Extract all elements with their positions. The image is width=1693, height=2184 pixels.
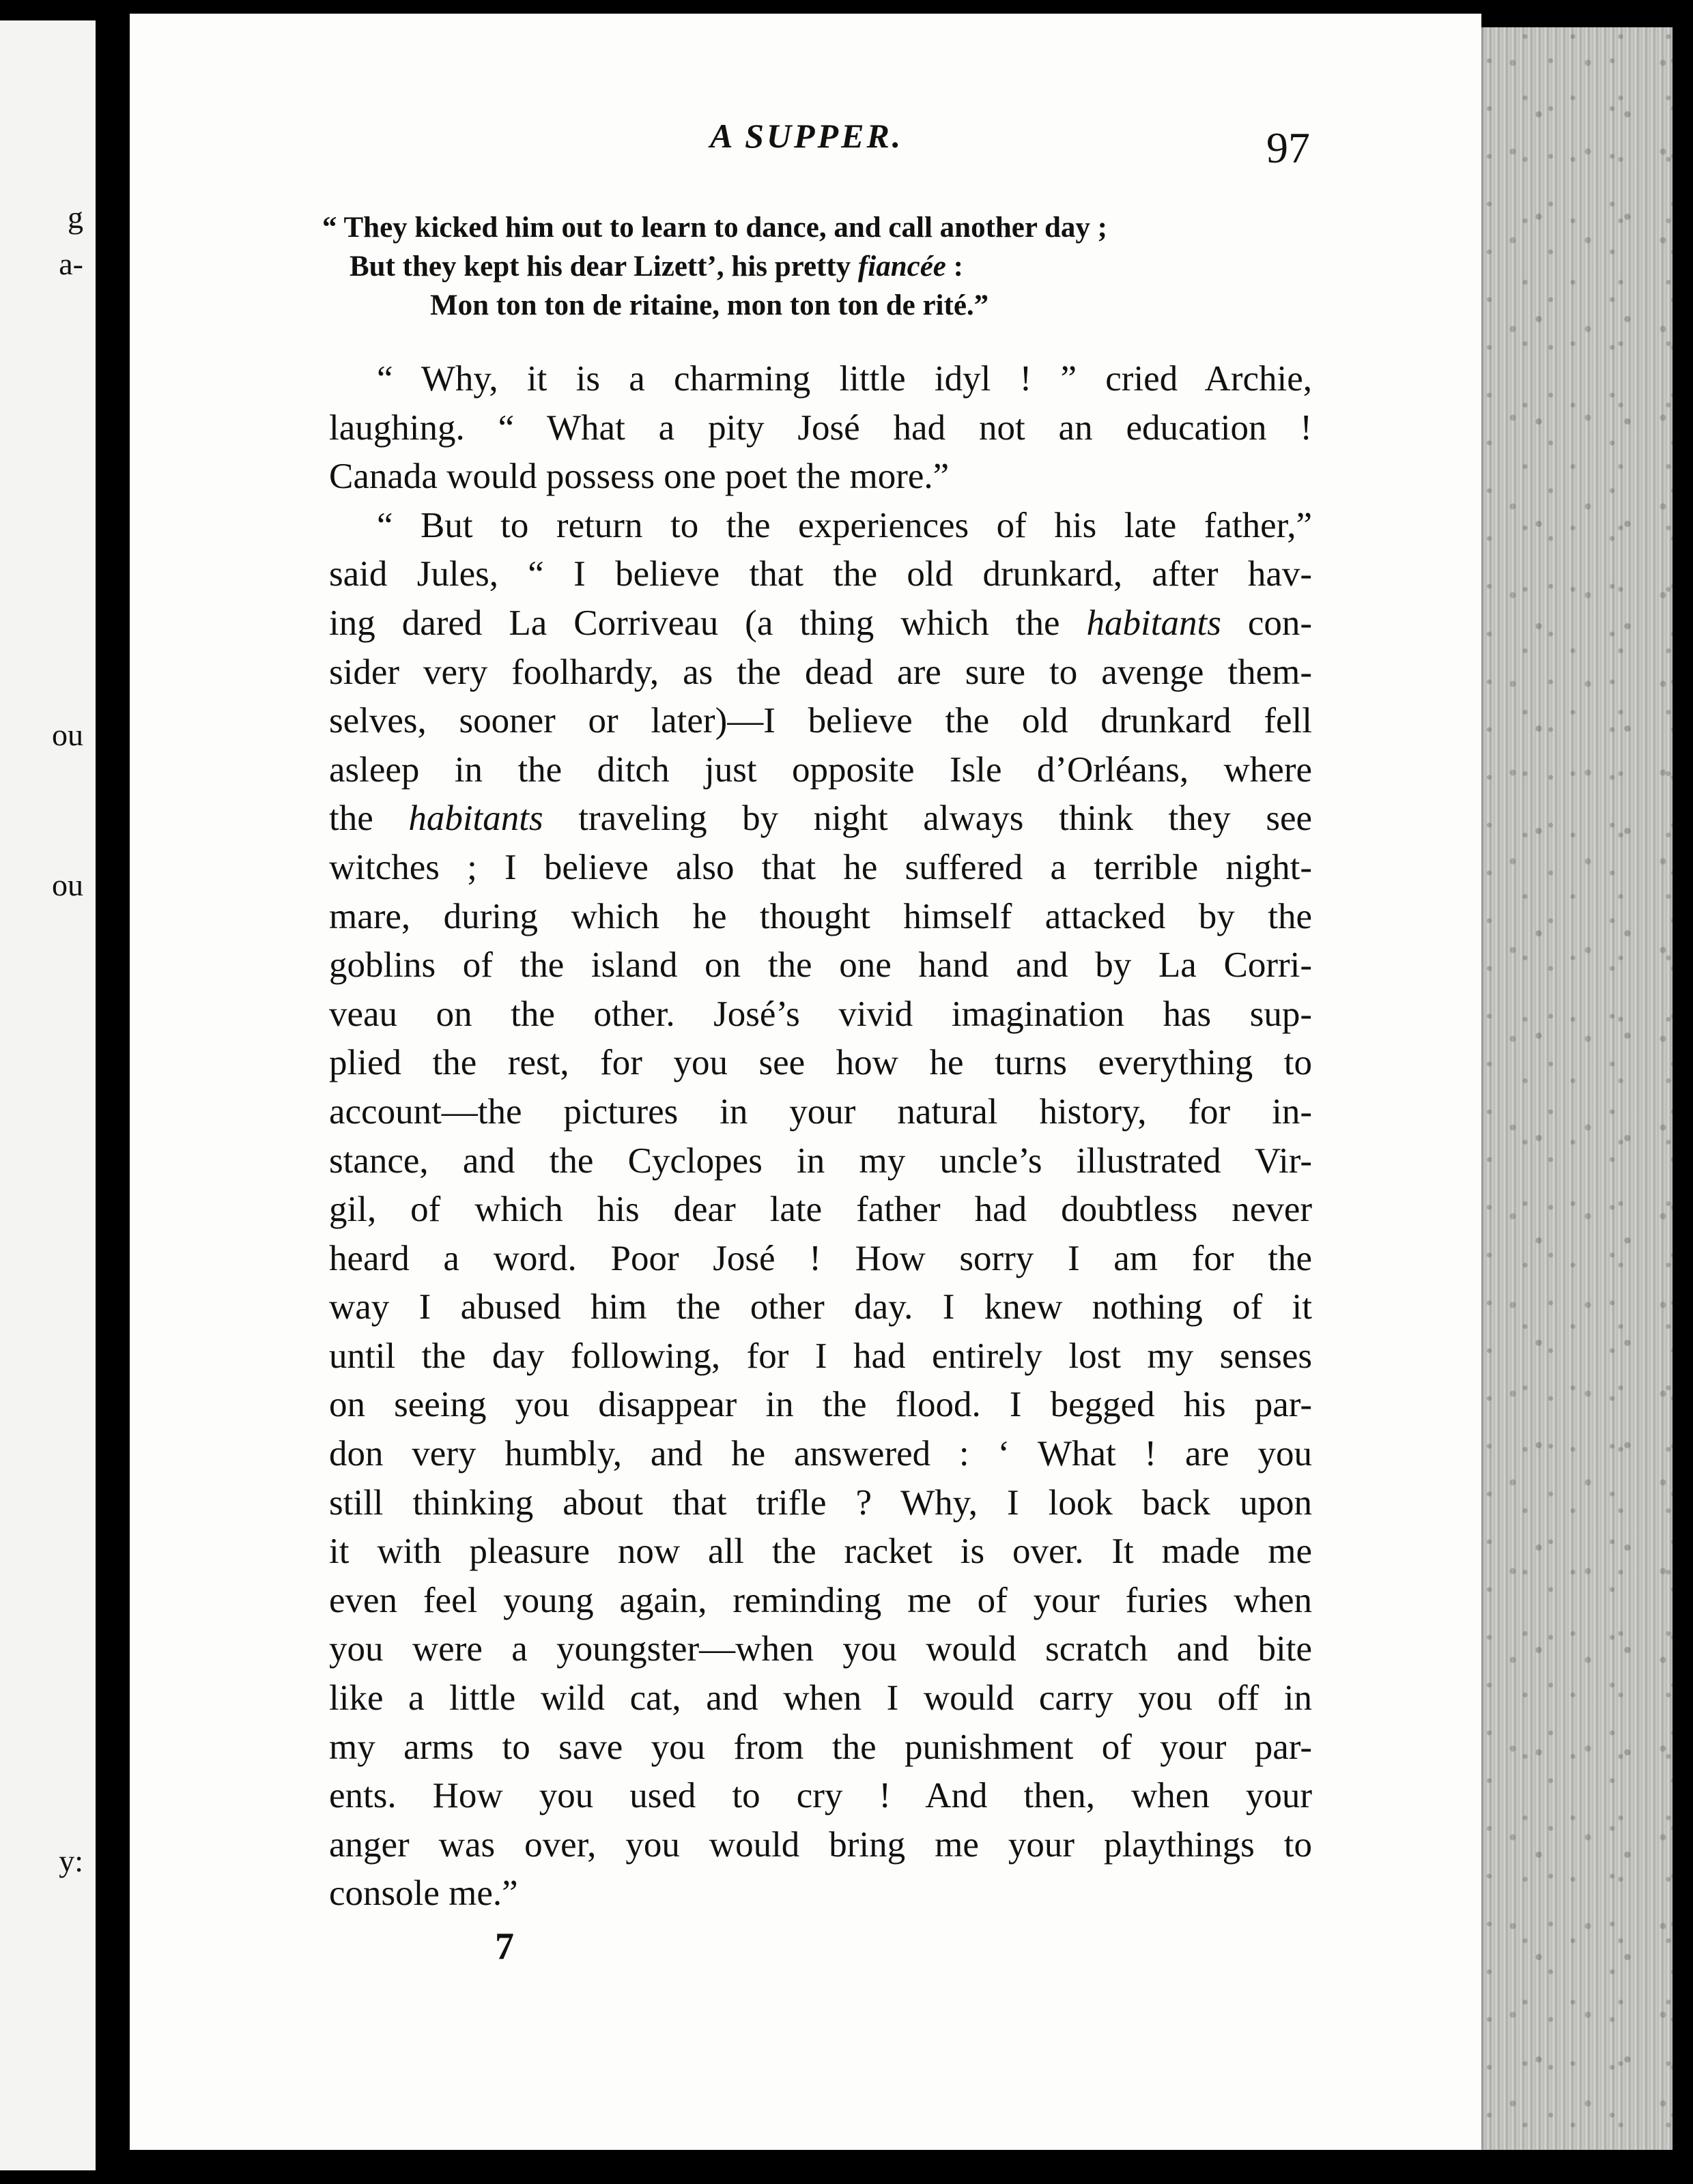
text-line: “ But to return to the experiences of his late father,” bbox=[377, 505, 1312, 545]
text-line: “ Why, it is a charming little idyl ! ” cried Archie, bbox=[377, 359, 1312, 399]
signature-mark: 7 bbox=[495, 1925, 514, 1968]
text-line: mare, during which he thought himself attacked by the bbox=[329, 896, 1312, 936]
text-line: you were a youngster—when you would scratch and bite bbox=[329, 1629, 1312, 1669]
verse-line: “ They kicked him out to learn to dance, and call another day ; bbox=[322, 212, 1107, 244]
text-line: laughing. “ What a pity José had not an education ! bbox=[329, 407, 1312, 448]
text-line: until the day following, for I had entirely lost my senses bbox=[329, 1336, 1312, 1376]
text-line: don very humbly, and he answered : ‘ What ! are you bbox=[329, 1434, 1312, 1474]
text-line: the habitants traveling by night always think they see bbox=[329, 799, 1313, 839]
text-line: anger was over, you would bring me your playthings to bbox=[329, 1824, 1312, 1865]
text-line: my arms to save you from the punishment of your par- bbox=[329, 1727, 1312, 1767]
verse-line: Mon ton ton de ritaine, mon ton ton de rité.” bbox=[430, 289, 989, 321]
book-page bbox=[130, 14, 1481, 2150]
text-line: ents. How you used to cry ! And then, when your bbox=[329, 1776, 1312, 1816]
text-line: console me.” bbox=[329, 1873, 518, 1914]
text-line: said Jules, “ I believe that the old drunkard, after hav- bbox=[329, 554, 1312, 594]
text-line: it with pleasure now all the racket is over. It made me bbox=[329, 1532, 1312, 1572]
facing-page-fragment: a- bbox=[59, 246, 83, 281]
text-line: still thinking about that trifle ? Why, I look back upon bbox=[329, 1482, 1312, 1523]
text-line: witches ; I believe also that he suffered a terrible night- bbox=[329, 847, 1312, 887]
running-head: A SUPPER. bbox=[710, 117, 904, 155]
text-line: Canada would possess one poet the more.” bbox=[329, 457, 950, 497]
text-line: selves, sooner or later)—I believe the old drunkard fell bbox=[329, 701, 1312, 741]
text-line: gil, of which his dear late father had doubtless never bbox=[329, 1190, 1312, 1230]
body-text bbox=[329, 355, 1312, 1919]
text-line: goblins of the island on the one hand and by La Corri- bbox=[329, 945, 1312, 986]
facing-page-fragment: ou bbox=[52, 717, 83, 752]
text-line: heard a word. Poor José ! How sorry I am for the bbox=[329, 1238, 1312, 1278]
text-line: account—the pictures in your natural history, for in- bbox=[329, 1091, 1312, 1132]
facing-page-fragment: g bbox=[68, 200, 83, 235]
verse-line: But they kept his dear Lizett’, his pretty fiancée : bbox=[350, 250, 963, 283]
verse-block bbox=[322, 208, 1312, 325]
book-page-edges bbox=[1468, 27, 1673, 2150]
text-line: asleep in the ditch just opposite Isle d’Orléans, where bbox=[329, 749, 1312, 790]
facing-page-fragment: y: bbox=[59, 1843, 83, 1878]
facing-page-edge bbox=[0, 20, 96, 2170]
text-line: stance, and the Cyclopes in my uncle’s illustrated Vir- bbox=[329, 1140, 1312, 1181]
page-number: 97 bbox=[1266, 124, 1310, 172]
text-line: ing dared La Corriveau (a thing which the habitants con- bbox=[329, 603, 1312, 643]
text-line: like a little wild cat, and when I would carry you off in bbox=[329, 1678, 1312, 1719]
text-line: on seeing you disappear in the flood. I begged his par- bbox=[329, 1385, 1312, 1425]
text-line: veau on the other. José’s vivid imagination has sup- bbox=[329, 994, 1312, 1034]
text-line: even feel young again, reminding me of your furies when bbox=[329, 1580, 1312, 1620]
text-line: way I abused him the other day. I knew nothing of it bbox=[329, 1287, 1312, 1327]
text-line: plied the rest, for you see how he turns everything to bbox=[329, 1043, 1312, 1083]
text-line: sider very foolhardy, as the dead are sure to avenge them- bbox=[329, 652, 1312, 692]
facing-page-fragment: ou bbox=[52, 867, 83, 902]
